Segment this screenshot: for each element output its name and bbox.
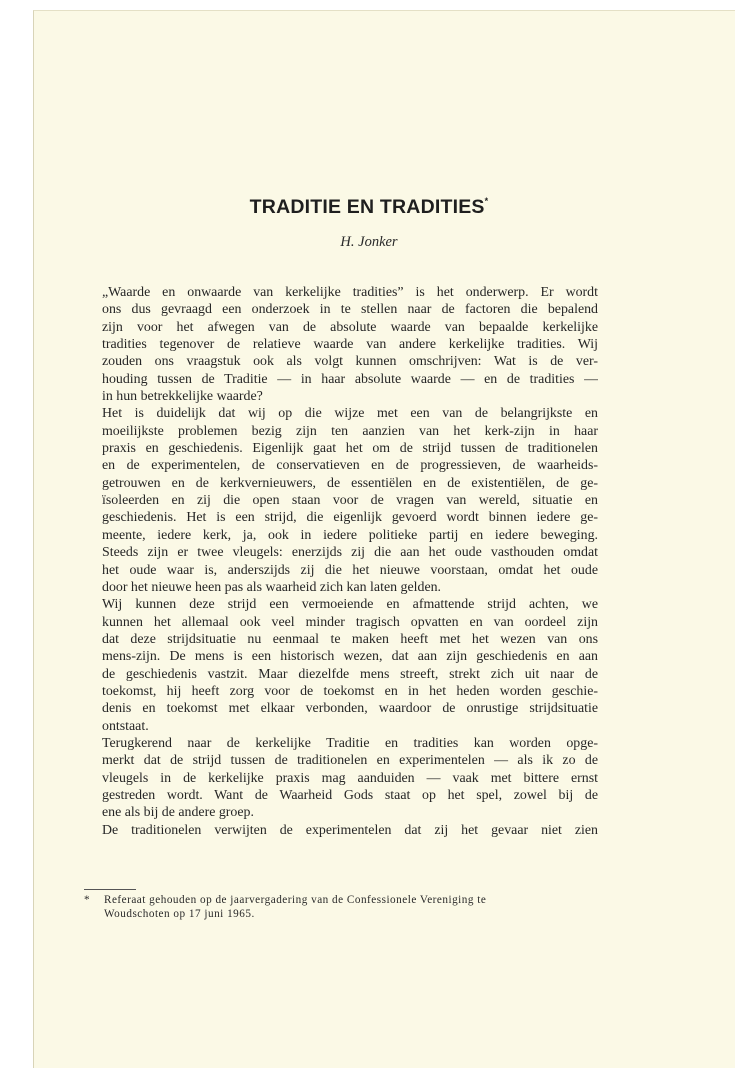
text-line: ontstaat. (102, 718, 149, 734)
paragraph-1 (84, 284, 598, 405)
footnote-line-1 (84, 893, 598, 907)
text-line: Terugkerend naar de kerkelijke Traditie en tradities kan worden opge- (102, 735, 598, 751)
text-line: in hun betrekkelijke waarde? (102, 389, 263, 405)
text-line: zouden ons vraagstuk ook als volgt kunnen omschrijven: Wat is de ver- (102, 354, 598, 370)
paragraph-5 (84, 822, 598, 839)
text-line: ïsoleerden en zij die open staan voor de vragen van wereld, situatie en (102, 493, 598, 509)
footnote-line-2: Woudschoten op 17 juni 1965. (104, 908, 255, 920)
text-line: houding tussen de Traditie — in haar absolute waarde — en de tradities — (102, 371, 598, 387)
text-line: de geschiedenis vastzit. Maar diezelfde mens streeft, strekt zich uit naar de (102, 666, 598, 682)
article-body (84, 284, 598, 839)
paragraph-3 (84, 596, 598, 735)
text-line: meente, iedere kerk, ja, ook in iedere politieke partij en iedere beweging. (102, 527, 598, 543)
text-line: zijn voor het afwegen van de absolute waarde van bepaalde kerkelijke (102, 319, 598, 335)
text-line: denis en toekomst met elkaar verbonden, waardoor de onrustige strijdsituatie (102, 701, 598, 717)
text-line: praxis en geschiedenis. Eigenlijk gaat het om de strijd tussen de traditionelen (102, 441, 598, 457)
title-footnote-marker: * (484, 196, 489, 206)
paragraph-2 (84, 405, 598, 596)
text-line: dat deze strijdsituatie nu eenmaal te maken heeft met het wezen van ons (102, 631, 598, 647)
footnote-text-1: Referaat gehouden op de jaarvergadering van de Confessionele Vereniging te (104, 894, 487, 906)
text-line: mens-zijn. De mens is een historisch wezen, dat aan zijn geschiedenis en aan (102, 649, 598, 665)
text-line: tradities tegenover de relatieve waarde van andere kerkelijke tradities. Wij (102, 337, 598, 353)
text-line: gestreden wordt. Want de Waarheid Gods staat op het spel, zowel bij de (102, 787, 598, 803)
text-line: toekomst, hij heeft zorg voor de toekomst en in het heden worden geschie- (102, 683, 598, 699)
text-line: ons dus gevraagd een onderzoek in te stellen naar de factoren die bepalend (102, 302, 598, 318)
text-line: geschiedenis. Het is een strijd, die eigenlijk gevoerd wordt binnen iedere ge- (102, 510, 598, 526)
text-line: vleugels in de kerkelijke praxis mag aanduiden — vaak met bittere ernst (102, 770, 598, 786)
footnote-marker: * (84, 894, 91, 906)
text-line: Steeds zijn er twee vleugels: enerzijds zij die aan het oude vasthouden omdat (102, 545, 598, 561)
text-line: Het is duidelijk dat wij op die wijze met een van de belangrijkste en (102, 406, 598, 422)
text-line: moeilijkste problemen bezig zijn ten aanzien van het kerk-zijn in haar (102, 423, 598, 439)
title-text: TRADITIE EN TRADITIES (249, 196, 485, 218)
text-line: Wij kunnen deze strijd een vermoeiende en afmattende strijd achten, we (102, 597, 598, 613)
article-title (0, 196, 738, 219)
footnote (84, 893, 598, 921)
text-line: en de experimentelen, de conservatieven en de progressieven, de waarheids- (102, 458, 598, 474)
footnote-rule (84, 889, 136, 890)
paragraph-4 (84, 735, 598, 822)
text-line: het oude waar is, anderszijds zij die het nieuwe voorstaan, omdat het oude (102, 562, 598, 578)
author-name: H. Jonker (340, 234, 398, 250)
text-line: ene als bij de andere groep. (102, 805, 254, 821)
text-line: door het nieuwe heen pas als waarheid zich kan laten gelden. (102, 579, 442, 595)
text-line: getrouwen en de kerkvernieuwers, de essentiëlen en de existentiëlen, de ge- (102, 475, 598, 491)
text-line: kunnen het allemaal ook veel minder tragisch opvatten en van oordeel zijn (102, 614, 598, 630)
text-line: De traditionelen verwijten de experimentelen dat zij het gevaar niet zien (102, 822, 598, 838)
text-line: merkt dat de strijd tussen de traditionelen en experimentelen — als ik zo de (102, 753, 598, 769)
text-line: „Waarde en onwaarde van kerkelijke tradities” is het onderwerp. Er wordt (102, 285, 598, 300)
